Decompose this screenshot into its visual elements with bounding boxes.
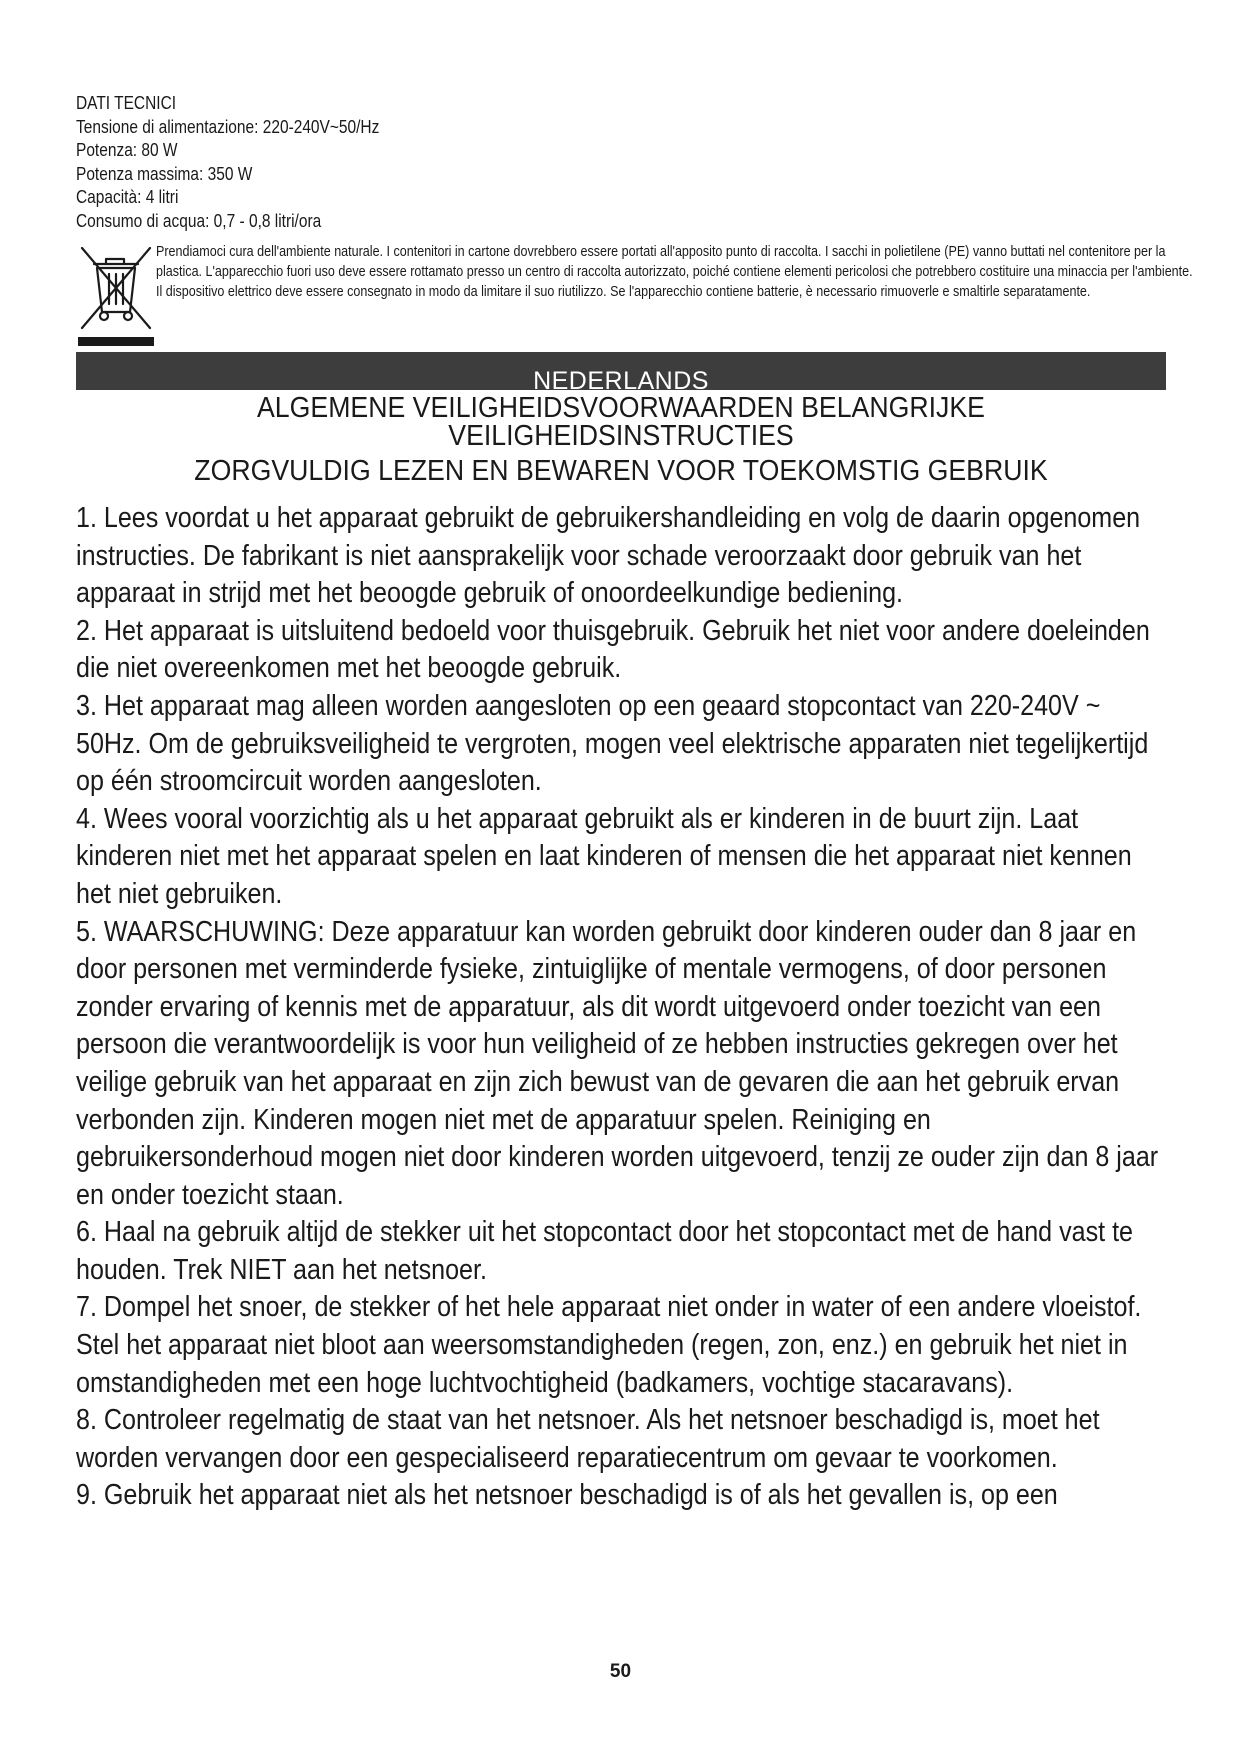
instruction-item: 1. Lees voordat u het apparaat gebruikt de gebruikershandleiding en volg de daarin opgenomen instructies. De fabrikant is niet aansprakelijk voor schade veroorzaakt door gebruik van het apparaat in strijd met het beoogde gebruik of onoordeelkundige bediening.	[76, 502, 1141, 610]
page-number: 50	[609, 1661, 632, 1682]
heading-line-1: ALGEMENE VEILIGHEIDSVOORWAARDEN BELANGRIJKE	[257, 392, 985, 424]
technical-data-title: DATI TECNICI	[76, 93, 177, 113]
technical-data-block	[76, 92, 876, 233]
instruction-item: 9. Gebruik het apparaat niet als het netsnoer beschadigd is of als het gevallen is, op een	[76, 1479, 1058, 1512]
instruction-item: 5. WAARSCHUWING: Deze apparatuur kan worden gebruikt door kinderen ouder dan 8 jaar en door personen met verminderde fysieke, zintuiglijke of mentale vermogens, of door personen zonder ervaring of kennis met de apparatuur, als dit wordt uitgevoerd onder toezicht van een persoon die verantwoordelijk is voor hun veiligheid of ze hebben instructies gekregen over het veilige gebruik van het apparaat en zijn zich bewust van de gevaren die aan het gebruik ervan verbonden zijn. Kinderen mogen niet met de apparatuur spelen. Reiniging en gebruikersonderhoud mogen niet door kinderen worden uitgevoerd, tenzij ze ouder zijn dan 8 jaar en onder toezicht staan.	[76, 915, 1159, 1211]
heading-line-2: VEILIGHEIDSINSTRUCTIES	[448, 420, 794, 452]
spec-power: Potenza: 80 W	[76, 140, 178, 160]
instruction-item: 7. Dompel het snoer, de stekker of het hele apparaat niet onder in water of een andere vloeistof. Stel het apparaat niet bloot aan weersomstandigheden (regen, zon, enz.) en gebruik het niet in omstandigheden met een hoge luchtvochtigheid (badkamers, vochtige stacaravans).	[76, 1291, 1142, 1399]
environment-notice	[76, 242, 1193, 352]
safety-instructions	[76, 500, 1166, 1515]
language-section-bar	[76, 352, 1166, 395]
instruction-item: 4. Wees vooral voorzichtig als u het apparaat gebruikt als er kinderen in de buurt zijn. Laat kinderen niet met het apparaat spelen en laat kinderen of mensen die het apparaat niet kennen het niet gebruiken.	[76, 802, 1132, 910]
subheading: ZORGVULDIG LEZEN EN BEWAREN VOOR TOEKOMSTIG GEBRUIK	[194, 455, 1048, 487]
crossed-out-wheelie-bin-icon	[76, 242, 156, 347]
instruction-item: 3. Het apparaat mag alleen worden aangesloten op een geaard stopcontact van 220-240V ~ 50Hz. Om de gebruiksveiligheid te vergroten, mogen veel elektrische apparaten niet tegelijkertijd op één stroomcircuit worden aangesloten.	[76, 689, 1149, 798]
instruction-item: 8. Controleer regelmatig de staat van het netsnoer. Als het netsnoer beschadigd is, moet het worden vervangen door een gespecialiseerd reparatiecentrum om gevaar te voorkomen.	[76, 1404, 1100, 1474]
environment-notice-text: Prendiamoci cura dell'ambiente naturale. I contenitori in cartone dovrebbero essere portati all'apposito punto di raccolta. I sacchi in polietilene (PE) vanno buttati nel contenitore per la plastica. L'apparecchio fuori uso deve essere rottamato presso un centro di raccolta autorizzato, poiché contiene elementi pericolosi che potrebbero costituire una minaccia per l'ambiente. Il dispositivo elettrico deve essere consegnato in modo da limitare il suo riutilizzo. Se l'apparecchio contiene batterie, è necessario rimuoverle e smaltirle separatamente.	[156, 244, 1193, 301]
spec-capacity: Capacità: 4 litri	[76, 187, 179, 207]
spec-max-power: Potenza massima: 350 W	[76, 163, 253, 184]
instruction-item: 6. Haal na gebruik altijd de stekker uit het stopcontact door het stopcontact met de hand vast te houden. Trek NIET aan het netsnoer.	[76, 1216, 1133, 1286]
safety-headings	[76, 394, 1166, 488]
language-label: NEDERLANDS	[533, 367, 709, 395]
instruction-item: 2. Het apparaat is uitsluitend bedoeld voor thuisgebruik. Gebruik het niet voor andere doeleinden die niet overeenkomen met het beoogde gebruik.	[76, 614, 1150, 685]
spec-water-consumption: Consumo di acqua: 0,7 - 0,8 litri/ora	[76, 210, 322, 231]
spec-voltage: Tensione di alimentazione: 220-240V~50/Hz	[76, 116, 380, 137]
